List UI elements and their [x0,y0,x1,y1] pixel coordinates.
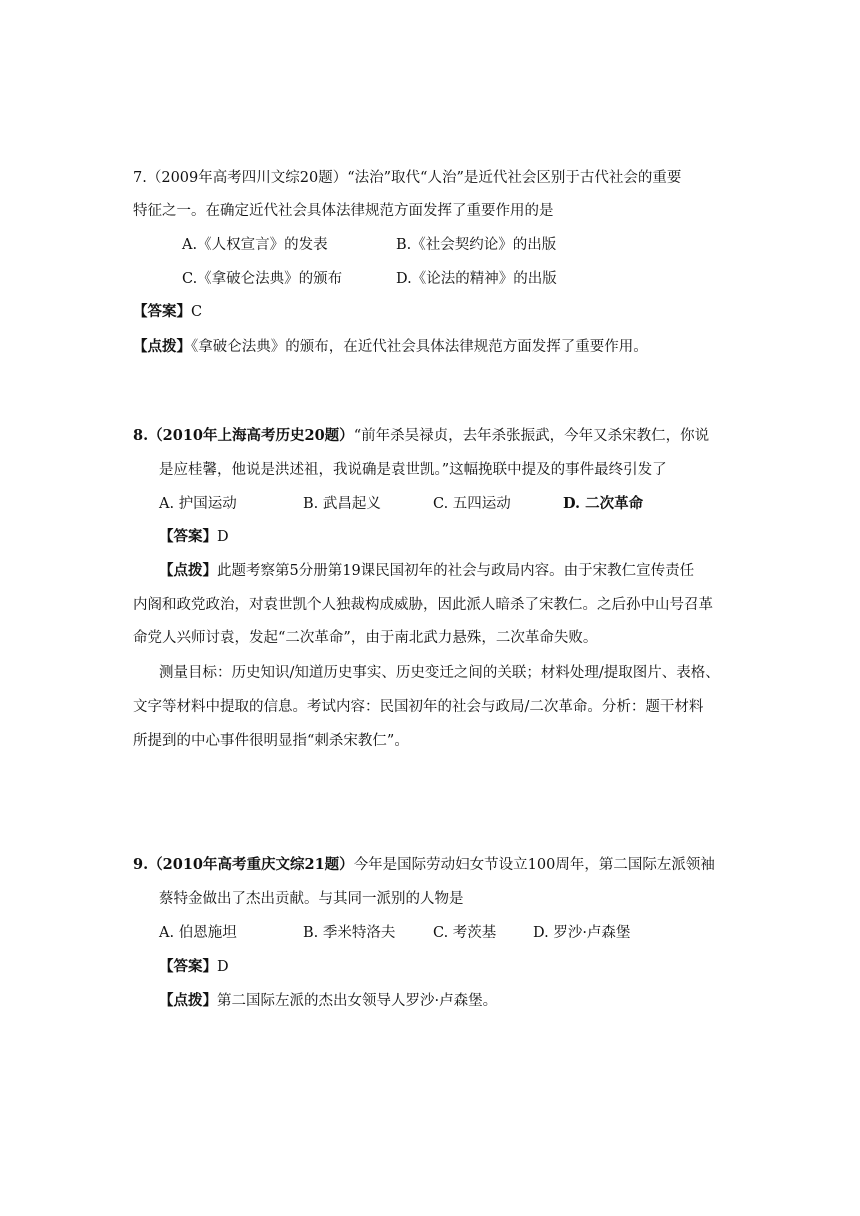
q9-answer [159,957,229,977]
q7-stem-line-2: 特征之一。在确定近代社会具体法律规范方面发挥了重要作用的是 [133,203,554,219]
q8-goal-line-1: 测量目标：历史知识/知道历史事实、历史变迁之间的关联；材料处理/提取图片、表格、 [159,665,720,681]
q8-tip-line-2: 内阁和政党政治，对袁世凯个人独裁构成威胁，因此派人暗杀了宋教仁。之后孙中山号召革 [133,597,713,613]
q8-stem-line-2: 是应桂馨，他说是洪述祖，我说确是袁世凯。”这幅挽联中提及的事件最终引发了 [159,462,667,478]
q8-tip-label: 【点拨】 [159,562,217,579]
q8-option-c: C. 五四运动 [433,496,511,512]
q7-stem-line-1 [133,168,681,188]
q7-tip-text: 《拿破仑法典》的颁布，在近代社会具体法律规范方面发挥了重要作用。 [191,339,648,355]
q8-goal-line-3: 所提到的中心事件很明显指“刺杀宋教仁”。 [133,733,409,749]
q9-tip-label: 【点拨】 [159,992,217,1009]
q7-option-d: D.《论法的精神》的出版 [396,271,557,287]
q9-option-b: B. 季米特洛夫 [303,925,396,941]
q9-stem-line-2: 蔡特金做出了杰出贡献。与其同一派别的人物是 [159,891,464,907]
q9-option-a: A. 伯恩施坦 [159,925,237,941]
q8-stem-1: “前年杀吴禄贞，去年杀张振武，今年又杀宋教仁，你说 [353,428,710,444]
q7-answer [133,302,202,322]
q7-answer-value: C [191,304,203,320]
q9-stem-line-1 [133,855,715,875]
q8-tip-line-3: 命党人兴师讨袁，发起“二次革命”，由于南北武力悬殊，二次革命失败。 [133,630,598,646]
q7-option-c: C.《拿破仑法典》的颁布 [182,271,343,287]
q7-number: 7. [133,170,147,186]
q8-tip-line-1 [159,561,694,581]
q8-answer-value: D [217,529,229,545]
q8-source: （2010年上海高考历史20题） [148,427,354,444]
q9-stem-1: 今年是国际劳动妇女节设立100周年，第二国际左派领袖 [353,857,715,873]
q9-answer-value: D [217,959,229,975]
q8-tip-text-1: 此题考察第5分册第19课民国初年的社会与政局内容。由于宋教仁宣传责任 [217,563,695,579]
q9-source: （2010年高考重庆文综21题） [148,856,354,873]
q8-option-a: A. 护国运动 [159,496,237,512]
q8-number: 8. [133,427,149,444]
q8-answer [159,527,229,547]
q9-answer-label: 【答案】 [159,958,217,975]
q9-tip [159,991,497,1011]
q7-stem-1: “法治”取代“人治”是近代社会区别于古代社会的重要 [347,170,682,186]
q7-answer-label: 【答案】 [133,303,191,320]
q8-goal-line-2: 文字等材料中提取的信息。考试内容：民国初年的社会与政局/二次革命。分析：题干材料 [133,699,704,715]
q9-number: 9. [133,856,149,873]
q9-tip-text: 第二国际左派的杰出女领导人罗沙·卢森堡。 [217,993,498,1009]
q7-option-a: A.《人权宣言》的发表 [182,237,328,253]
q8-option-d: D. 二次革命 [563,495,644,512]
q7-source: （2009年高考四川文综20题） [146,170,348,186]
q9-option-d: D. 罗沙·卢森堡 [533,925,631,941]
q7-tip [133,337,648,357]
q8-stem-line-1 [133,426,709,446]
q8-answer-label: 【答案】 [159,528,217,545]
q9-option-c: C. 考茨基 [433,925,497,941]
q8-option-b: B. 武昌起义 [303,496,381,512]
q7-option-b: B.《社会契约论》的出版 [396,237,557,253]
q7-tip-label: 【点拨】 [133,338,191,355]
